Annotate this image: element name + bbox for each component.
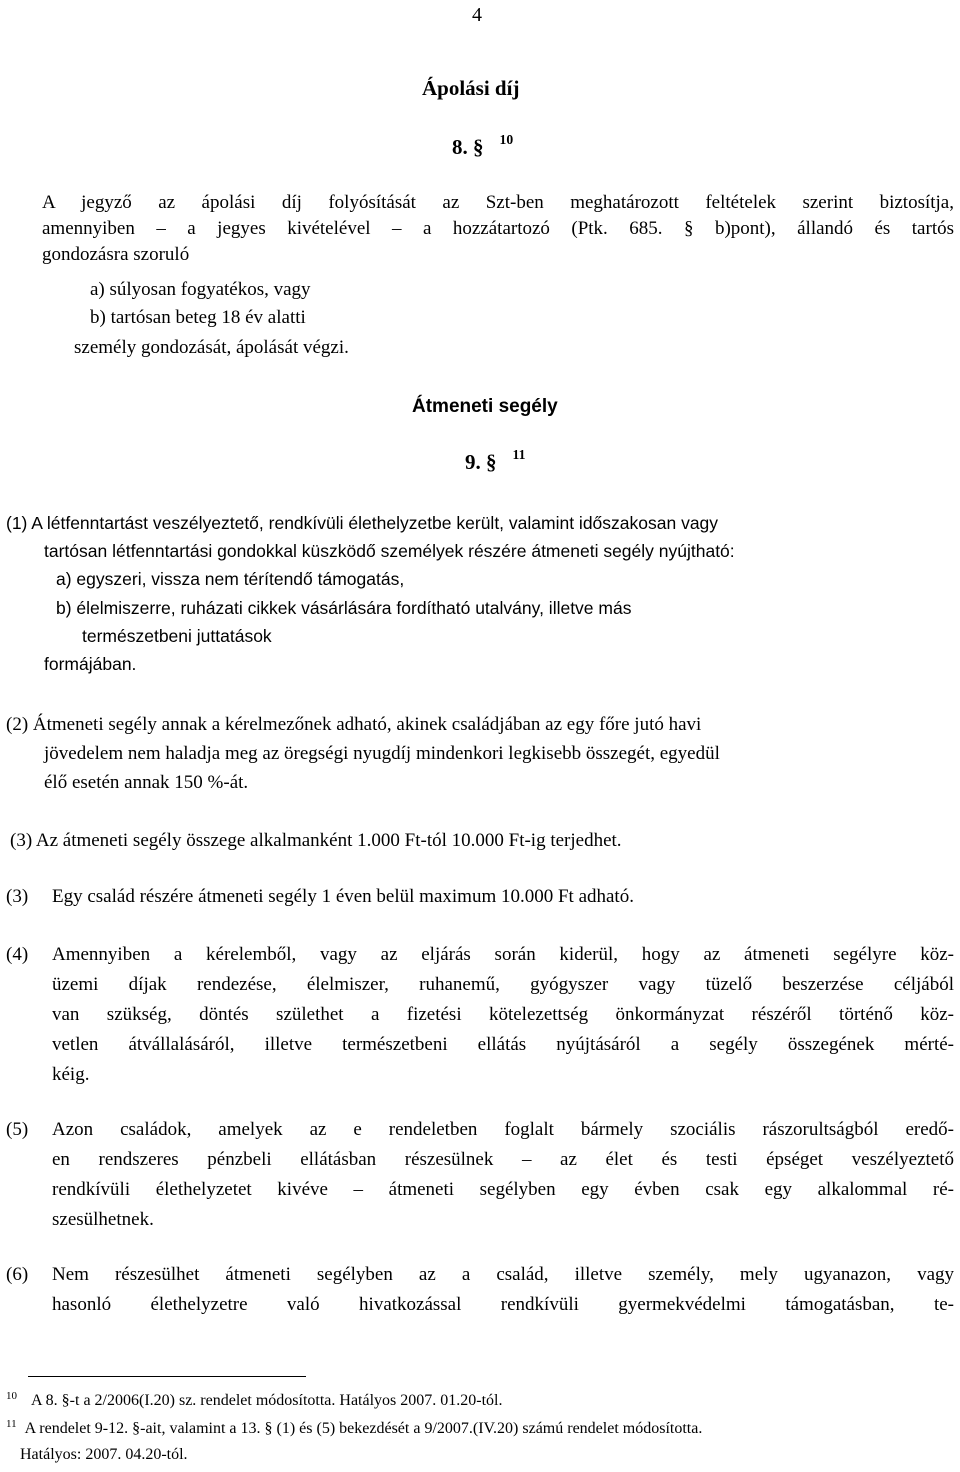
section-title-atmeneti-segely: Átmeneti segély (412, 396, 558, 417)
text-line: üzemi díjak rendezése, élelmiszer, ruhanemű, gyógyszer vagy tüzelő beszerzése céljából (52, 974, 954, 995)
text-line: Amennyiben a kérelemből, vagy az eljárás során kiderül, hogy az átmeneti segélyre köz- (52, 944, 954, 965)
text-line: Azon családok, amelyek az e rendeletben foglalt bármely szociális rászorultságból eredő- (52, 1119, 954, 1140)
text-line: (2) Átmeneti segély annak a kérelmezőnek adható, akinek családjában az egy főre jutó havi (6, 714, 702, 735)
text-line: Egy család részére átmeneti segély 1 éven belül maximum 10.000 Ft adható. (52, 886, 634, 907)
para-number: (5) (6, 1119, 29, 1140)
text-line: személy gondozását, ápolását végzi. (74, 337, 349, 358)
list-item: a) egyszeri, vissza nem térítendő támogatás, (56, 569, 405, 589)
text-line: van szükség, döntés születhet a fizetési kötelezettség önkormányzat részéről történő köz- (52, 1004, 954, 1025)
text-line: amennyiben – a jegyes kivételével – a hozzátartozó (Ptk. 685. § b)pont), állandó és tartós (42, 218, 954, 239)
text-line: vetlen átvállalásáról, illetve természetbeni ellátás nyújtásáról a segély összegének mérté- (52, 1034, 954, 1055)
footnote-text: A 8. §-t a 2/2006(I.20) sz. rendelet módosította. Hatályos 2007. 01.20-tól. (31, 1392, 503, 1409)
paragraph-number: 9. § (465, 450, 497, 474)
para-number: (3) (6, 886, 29, 907)
footnote-ref-10: 10 (499, 132, 514, 148)
text-line: formájában. (44, 654, 137, 674)
text-line: jövedelem nem haladja meg az öregségi nyugdíj mindenkori legkisebb összegét, egyedül (44, 743, 720, 764)
page-number: 4 (472, 4, 482, 26)
para-number: (4) (6, 944, 29, 965)
text-line: hasonló élethelyzetre való hivatkozással rendkívüli gyermekvédelmi támogatásban, te- (52, 1294, 954, 1315)
text-line: gondozásra szoruló (42, 244, 190, 265)
section-title-apolasi-dij: Ápolási díj (422, 76, 520, 100)
footnote-number: 11 (6, 1418, 17, 1430)
text-line: Nem részesülhet átmeneti segélyben az a család, illetve személy, mely ugyanazon, vagy (52, 1264, 954, 1285)
footnote-ref-11: 11 (512, 447, 526, 463)
text-line: szesülhetnek. (52, 1209, 154, 1230)
paragraph-label-9 (465, 447, 526, 475)
list-item: b) tartósan beteg 18 év alatti (90, 307, 306, 328)
footnote-separator (28, 1376, 306, 1377)
para-number: (6) (6, 1264, 29, 1285)
text-line: rendkívüli élethelyzetet kivéve – átmeneti segélyben egy évben csak egy alkalommal ré- (52, 1179, 954, 1200)
footnote-10 (6, 1392, 502, 1410)
text-line: en rendszeres pénzbeli ellátásban részesülnek – az élet és testi épséget veszélyeztető (52, 1149, 954, 1170)
paragraph-number: 8. § (452, 135, 484, 159)
text-line: tartósan létfenntartási gondokkal küszködő személyek részére átmeneti segély nyújtható: (44, 541, 735, 561)
text-line: (1) A létfenntartást veszélyeztető, rendkívüli élethelyzetbe került, valamint időszakosan vagy (6, 513, 719, 533)
footnote-11-continuation: Hatályos: 2007. 04.20-tól. (20, 1446, 188, 1463)
text-line: természetbeni juttatások (82, 626, 272, 646)
list-item: a) súlyosan fogyatékos, vagy (90, 279, 311, 300)
text-line: kéig. (52, 1064, 90, 1085)
footnote-number: 10 (6, 1390, 17, 1402)
text-line: A jegyző az ápolási díj folyósítását az Szt-ben meghatározott feltételek szerint biztosítja, (42, 192, 954, 213)
footnote-11 (6, 1420, 702, 1438)
text-line: élő esetén annak 150 %-át. (44, 772, 249, 793)
list-item: b) élelmiszerre, ruházati cikkek vásárlására fordítható utalvány, illetve más (56, 598, 632, 618)
footnote-text: A rendelet 9-12. §-ait, valamint a 13. § (1) és (5) bekezdését a 9/2007.(IV.20) számú rendelet módosította. (24, 1420, 703, 1437)
paragraph-label-8 (452, 132, 514, 160)
text-line: (3) Az átmeneti segély összege alkalmanként 1.000 Ft-tól 10.000 Ft-ig terjedhet. (10, 830, 622, 851)
